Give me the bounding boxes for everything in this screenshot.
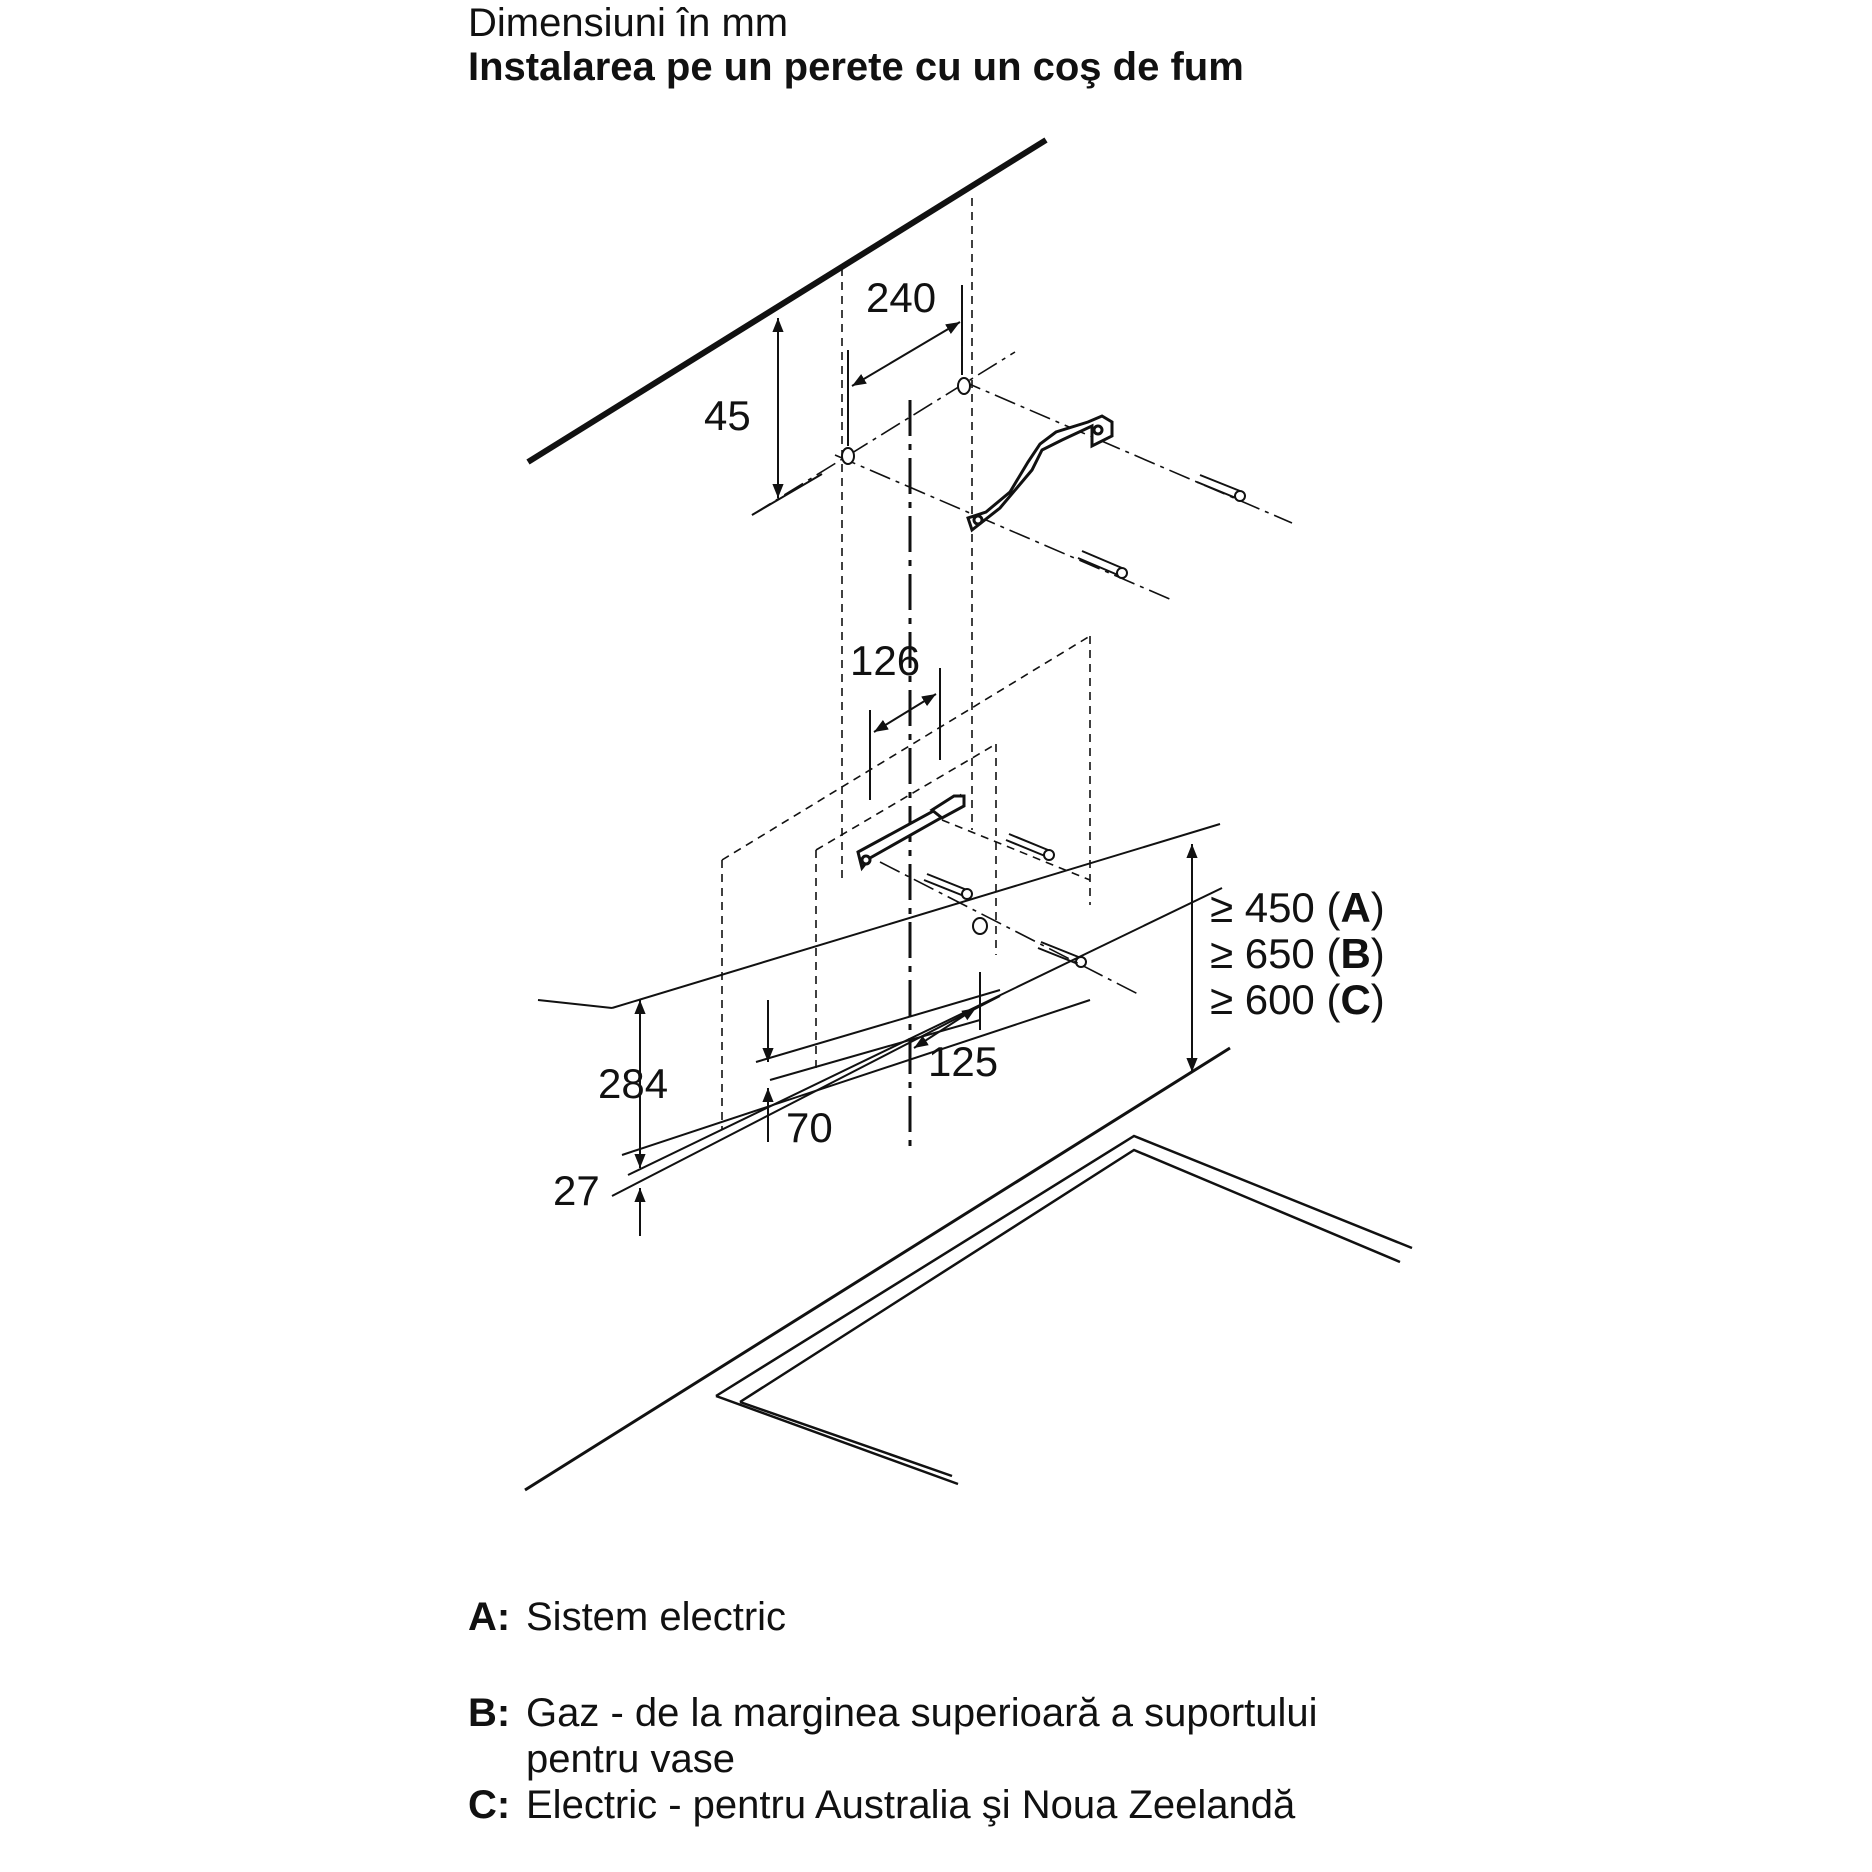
legend-item-a xyxy=(468,1594,1808,1640)
clearance-b: ≥ 650 (B) xyxy=(1210,930,1385,977)
hob-outline xyxy=(716,1136,1412,1484)
dim-125-label: 125 xyxy=(928,1038,999,1085)
lower-screws xyxy=(924,834,1086,967)
upper-bracket xyxy=(968,416,1112,530)
dim-45-lines xyxy=(752,318,822,515)
dim-126-label: 126 xyxy=(850,637,921,684)
dim-70-label: 70 xyxy=(786,1104,833,1151)
legend-key: A: xyxy=(468,1595,511,1639)
legend-text: Sistem electric xyxy=(526,1595,787,1639)
legend-item-b xyxy=(468,1690,1808,1782)
dim-240-label: 240 xyxy=(866,274,937,321)
dim-27-label: 27 xyxy=(553,1167,600,1214)
legend-text: Electric - pentru Australia şi Noua Zeelandă xyxy=(526,1783,1296,1827)
ceiling-line xyxy=(528,140,1046,462)
lower-centerlines xyxy=(880,862,1138,994)
legend-key: B: xyxy=(468,1691,511,1735)
dimensions-unit-label: Dimensiuni în mm xyxy=(468,1,789,45)
legend-key: C: xyxy=(468,1783,511,1827)
lower-drill-hole xyxy=(973,918,987,934)
worktop-edge xyxy=(525,1048,1230,1490)
clearance-c: ≥ 600 (C) xyxy=(1210,976,1385,1023)
dim-284-label: 284 xyxy=(598,1060,669,1107)
clearance-a: ≥ 450 (A) xyxy=(1210,884,1385,931)
legend-text: Gaz - de la marginea superioară a suportului pentru vase xyxy=(526,1691,1318,1781)
upper-screws xyxy=(1078,475,1245,578)
page-title: Instalarea pe un perete cu un coş de fum xyxy=(468,45,1244,89)
dim-45-label: 45 xyxy=(704,392,751,439)
legend-item-c xyxy=(468,1782,1808,1828)
